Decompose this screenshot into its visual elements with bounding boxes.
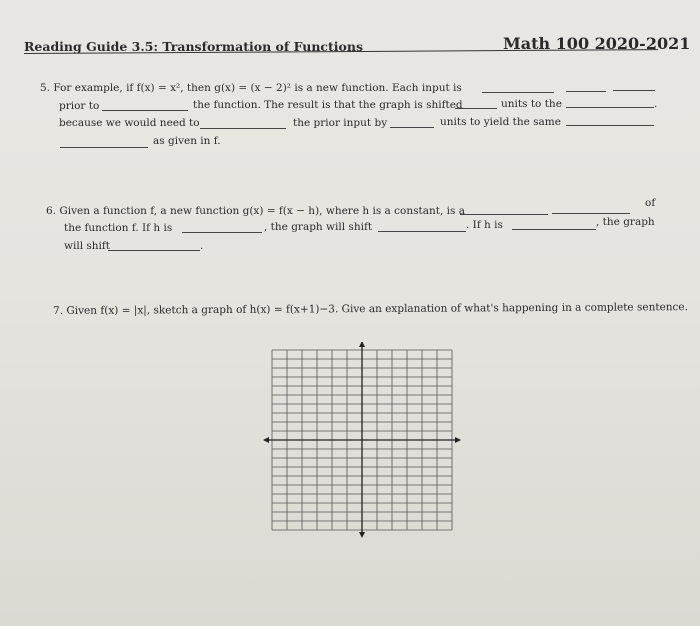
q6-line-1b: of [645,197,656,209]
coordinate-grid[interactable] [262,342,462,542]
q5-blank-8[interactable] [60,147,148,148]
q6-blank-2[interactable] [182,232,262,233]
q5-blank-6[interactable] [390,127,434,128]
q7-prompt: 7. Given f(x) = |x|, sketch a graph of h(x) = f(x+1)−3. Give an explanation of what's happening in a complete sentence. [52,301,689,317]
q5-line-2d: . [654,98,658,110]
q5-blank-2[interactable] [102,110,188,111]
q5-blank-3[interactable] [455,108,497,109]
q6-blank-4[interactable] [512,229,596,230]
q5-line-3b: the prior input by [293,117,388,129]
q6-blank-5[interactable] [108,250,200,251]
q6-line-1: 6. Given a function f, a new function g(x) = f(x − h), where h is a constant, is a [46,205,465,217]
q5-line-1: 5. For example, if f(x) = x², then g(x) = (x − 2)² is a new function. Each input is [40,82,462,94]
q6-blank-1[interactable] [460,214,548,215]
q6-line-2c: . If h is [466,219,503,231]
q5-blank-1b[interactable] [566,91,606,92]
q5-blank-4[interactable] [566,107,654,108]
x-axis-arrow-right-icon [455,437,461,443]
q6-blank-3[interactable] [378,231,466,232]
q5-line-3a: because we would need to [59,117,200,129]
q5-blank-7[interactable] [566,125,654,126]
worksheet-title: Reading Guide 3.5: Transformation of Functions [24,39,364,54]
x-axis-arrow-left-icon [263,437,269,443]
q5-blank-1c[interactable] [613,90,655,91]
q5-blank-5[interactable] [200,128,286,129]
q6-line-2b: , the graph will shift [264,221,373,233]
q6-line-3b: . [200,240,204,252]
q6-line-2a: the function f. If h is [64,222,173,234]
y-axis-arrow-down-icon [359,532,365,538]
q5-line-3c: units to yield the same [440,116,561,128]
q5-line-2c: units to the [501,98,562,110]
y-axis-arrow-up-icon [359,342,365,347]
q5-line-2a: prior to [59,100,100,112]
q5-line-4: as given in f. [153,135,221,147]
q5-line-2b: the function. The result is that the graph is shifted [193,99,463,111]
q6-line-2d: , the graph [596,216,655,228]
q6-blank-1b[interactable] [552,213,630,214]
q6-line-3a: will shift [64,240,111,252]
course-label: Math 100 2020-2021 [503,34,691,53]
q5-blank-1[interactable] [482,92,554,93]
